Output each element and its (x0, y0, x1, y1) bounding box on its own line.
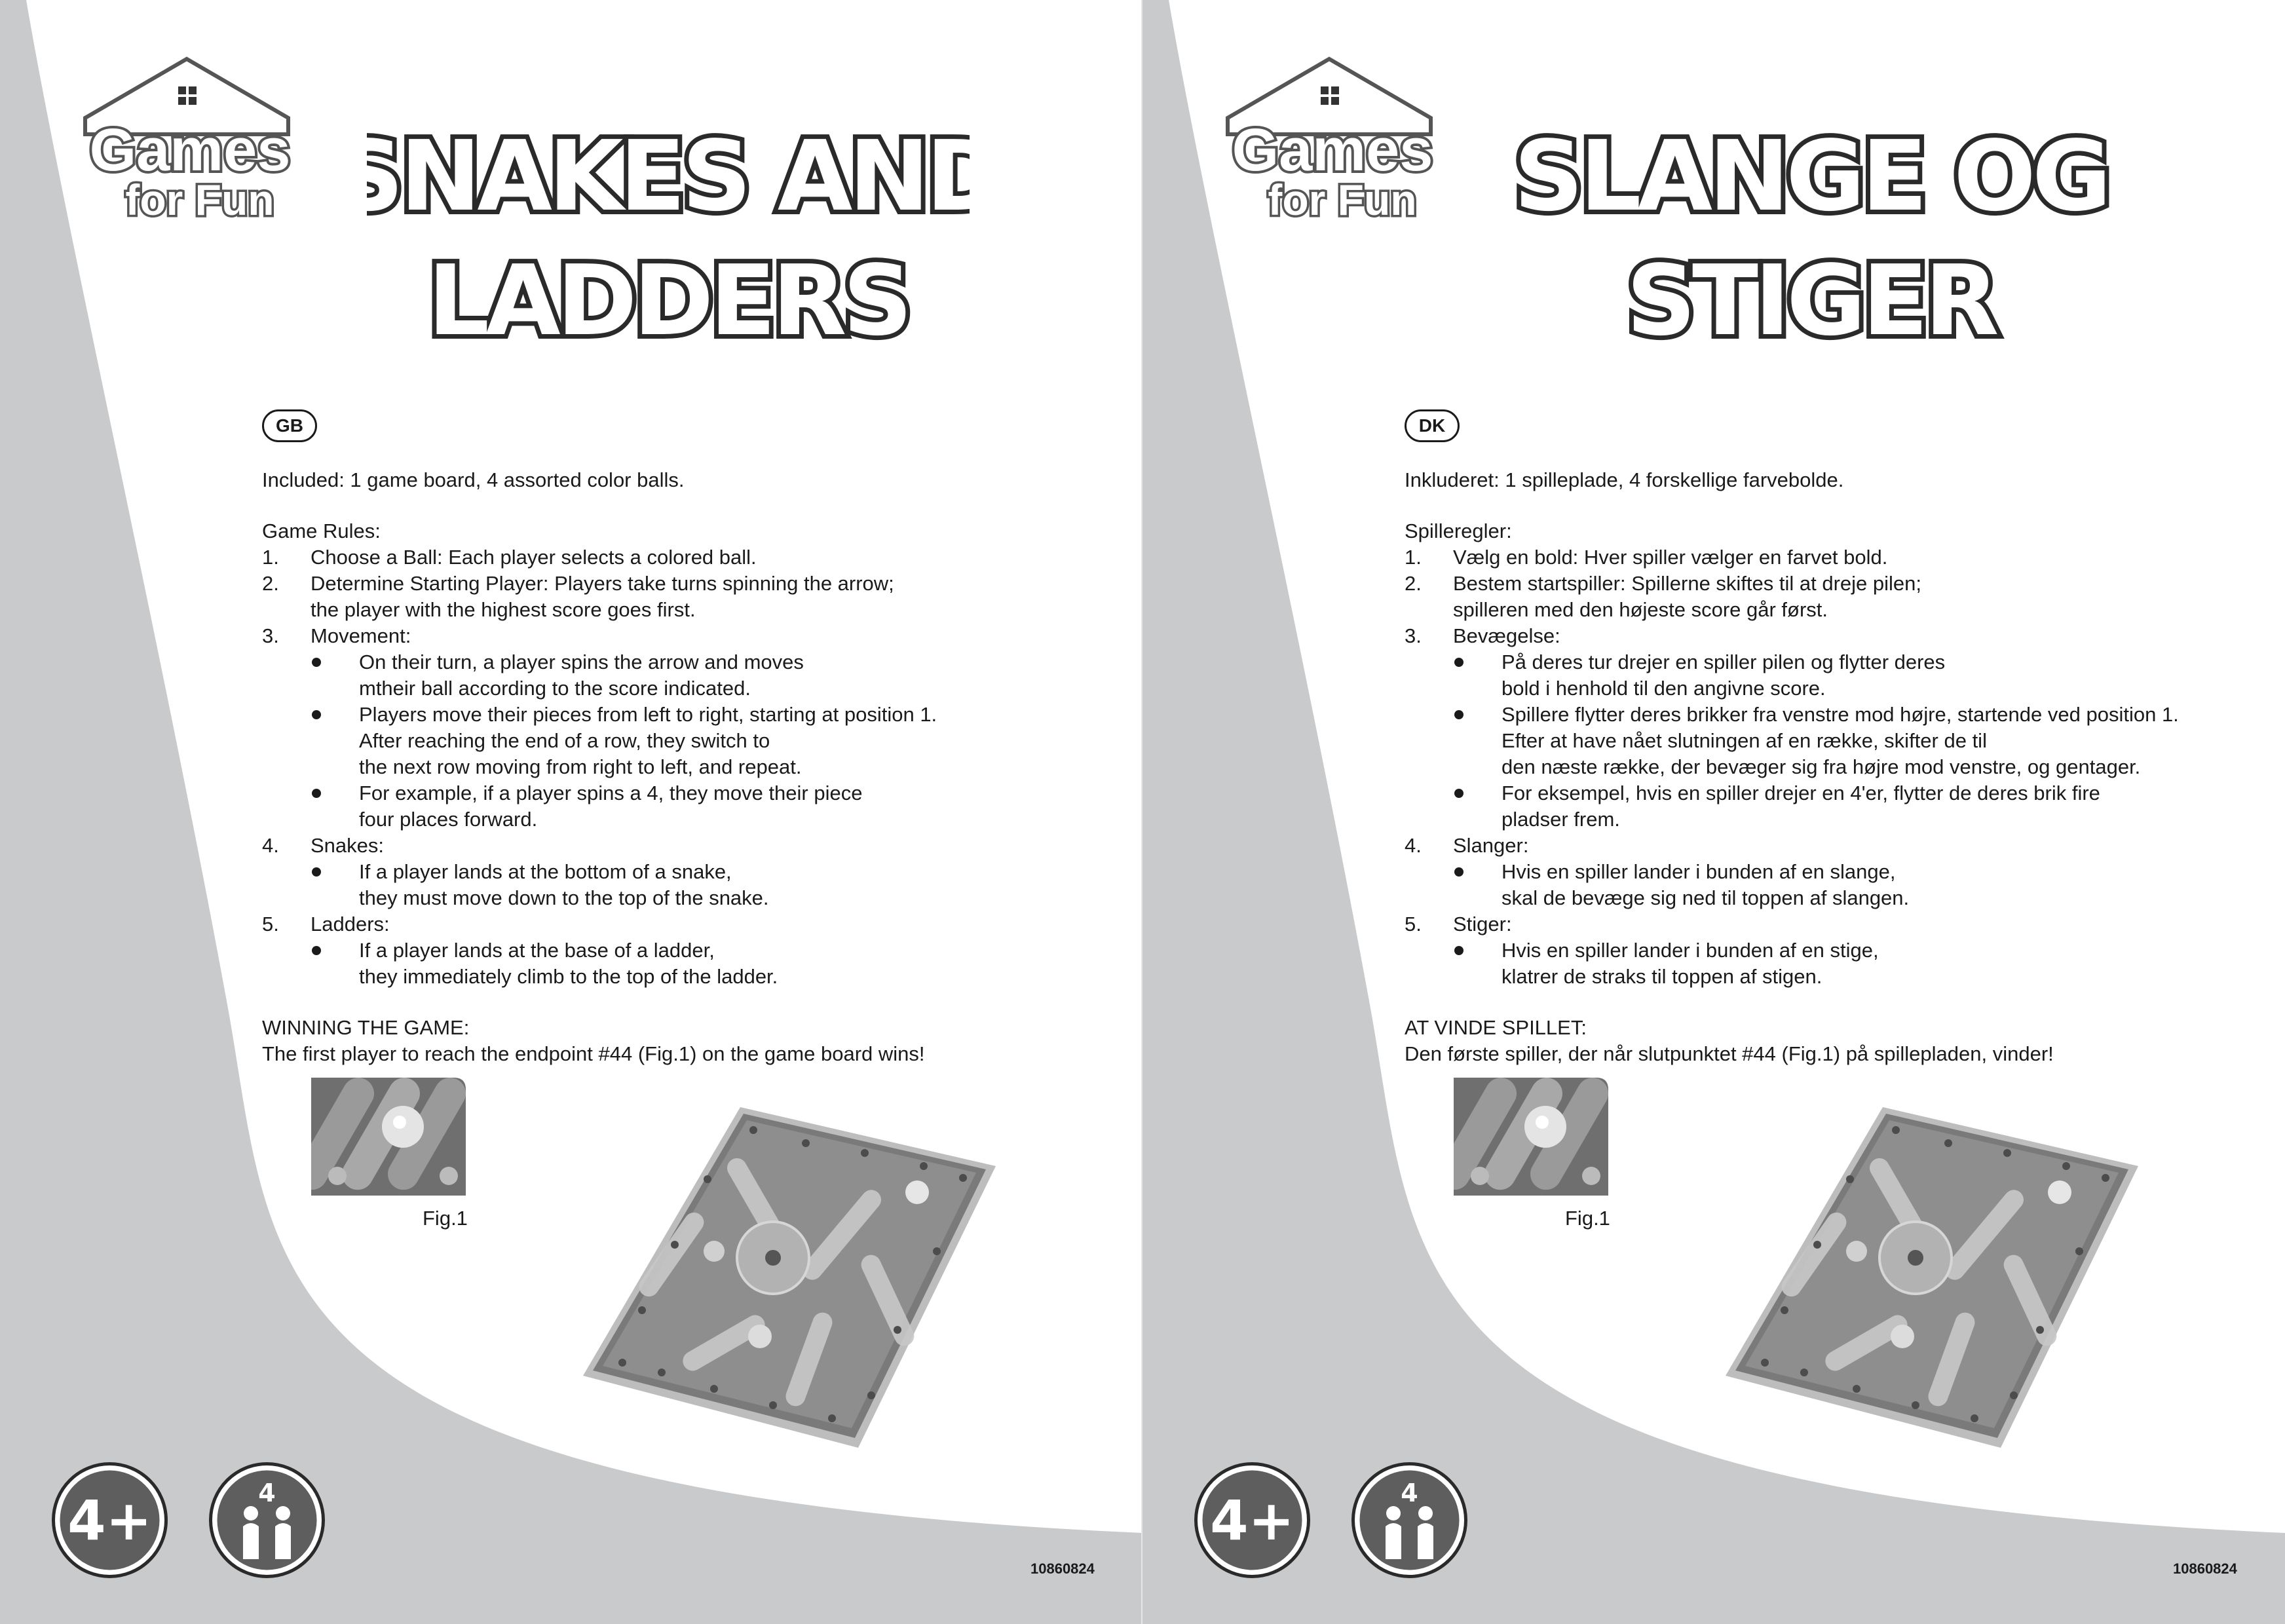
age-text: 4+ (67, 1488, 152, 1553)
rule-item: 4. Slanger: (1405, 834, 1529, 857)
players-count: 4 (1401, 1479, 1418, 1507)
players-count: 4 (258, 1479, 276, 1507)
title-line2: LADDERS (427, 244, 909, 357)
logo-line1: Games (1232, 117, 1433, 183)
rule-item: 3. Bevægelse: (1405, 624, 1560, 647)
win-text: The first player to reach the endpoint #44 (Fig.1) on the game board wins! (262, 1042, 925, 1065)
rule-bullet: For eksempel, hvis en spiller drejer en 4'er, flytter de deres brik fire pladser frem. (1453, 780, 2256, 833)
players-badge-icon (1349, 1460, 1470, 1581)
logo-line2: for Fun (125, 176, 274, 223)
product-code: 10860824 (2173, 1560, 2237, 1577)
rule-item: 5. Stiger: (1405, 913, 1512, 935)
players-badge-icon (206, 1460, 328, 1581)
game-board-image (1726, 1101, 2138, 1448)
game-title (1509, 111, 2112, 360)
language-badge: GB (262, 409, 317, 442)
rule-bullet: Hvis en spiller lander i bunden af en slange, skal de bevæge sig ned til toppen af slangen. (1453, 859, 2256, 911)
page-dk (1142, 0, 2285, 1624)
rule-item: 2. Determine Starting Player: Players take turns spinning the arrow; the player with the highest score goes first. (262, 572, 894, 621)
fig1-caption: Fig.1 (1565, 1207, 1610, 1230)
game-board-image (583, 1101, 996, 1448)
title-line1: SLANGE OG (1513, 120, 2108, 233)
page-gb (0, 0, 1142, 1624)
fig1-photo (1454, 1078, 1608, 1196)
rule-item: 4. Snakes: (262, 834, 385, 857)
rules-text (1405, 467, 2256, 1067)
logo-line2: for Fun (1268, 176, 1417, 223)
language-badge: DK (1405, 409, 1460, 442)
logo-line1: Games (89, 117, 291, 183)
win-heading: WINNING THE GAME: (262, 1016, 470, 1039)
games-for-fun-logo (66, 46, 314, 223)
rule-bullet: Hvis en spiller lander i bunden af en stige, klatrer de straks til toppen af stigen. (1453, 937, 2256, 990)
rule-bullet: For example, if a player spins a 4, they move their piece four places forward. (311, 780, 1114, 833)
game-title (367, 111, 970, 360)
rule-bullet: Players move their pieces from left to right, starting at position 1. After reaching the end of a row, they switch to the next row moving from right to left, and repeat. (311, 702, 1114, 780)
rule-item: 1. Choose a Ball: Each player selects a colored ball. (262, 546, 757, 569)
rule-item: 3. Movement: (262, 624, 411, 647)
fig1-photo (311, 1078, 466, 1196)
rule-bullet: På deres tur drejer en spiller pilen og flytter deres bold i henhold til den angivne score. (1453, 649, 2256, 702)
rules-heading: Spilleregler: (1405, 519, 1512, 542)
title-line2: STIGER (1626, 244, 1995, 357)
rule-item: 2. Bestem startspiller: Spillerne skiftes til at dreje pilen; spilleren med den højeste score går først. (1405, 572, 1922, 621)
included-text: Included: 1 game board, 4 assorted color balls. (262, 468, 685, 491)
age-badge-icon (49, 1460, 170, 1581)
product-code: 10860824 (1030, 1560, 1095, 1577)
age-text: 4+ (1210, 1488, 1294, 1553)
rule-item: 5. Ladders: (262, 913, 390, 935)
rule-item: 1. Vælg en bold: Hver spiller vælger en farvet bold. (1405, 546, 1888, 569)
title-line1: SNAKES AND (367, 120, 970, 233)
rule-bullet: If a player lands at the bottom of a snake, they must move down to the top of the snake. (311, 859, 1114, 911)
rules-text (262, 467, 1114, 1067)
rule-bullet: If a player lands at the base of a ladder, they immediately climb to the top of the ladder. (311, 937, 1114, 990)
win-heading: AT VINDE SPILLET: (1405, 1016, 1587, 1039)
fig1-caption: Fig.1 (423, 1207, 468, 1230)
rules-heading: Game Rules: (262, 519, 381, 542)
age-badge-icon (1192, 1460, 1313, 1581)
included-text: Inkluderet: 1 spilleplade, 4 forskellige farvebolde. (1405, 468, 1844, 491)
rule-bullet: Spillere flytter deres brikker fra venstre mod højre, startende ved position 1. Efter at have nået slutningen af en række, skifter de til den næste række, der bevæger sig fra højre mod venstre, og gentager. (1453, 702, 2256, 780)
rule-bullet: On their turn, a player spins the arrow and moves mtheir ball according to the score indicated. (311, 649, 1114, 702)
games-for-fun-logo (1208, 46, 1457, 223)
win-text: Den første spiller, der når slutpunktet #44 (Fig.1) på spillepladen, vinder! (1405, 1042, 2054, 1065)
